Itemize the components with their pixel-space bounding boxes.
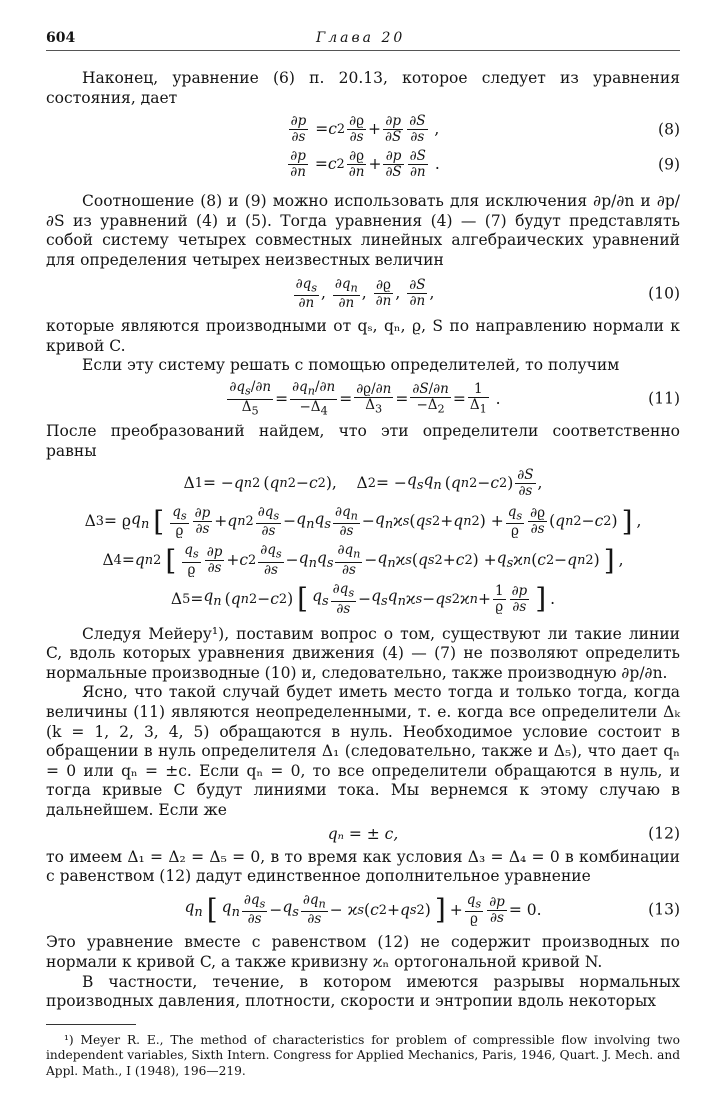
equation-number-12: (12) bbox=[648, 824, 680, 843]
paragraph-6: Следуя Мейеру¹), поставим вопрос о том, существуют ли такие линии C, вдоль которых уравнения движения (4) — (7) не позволяют определить нормальные производные (10) и, следовательно, также производную ∂p/∂n. bbox=[46, 624, 680, 682]
equation-number-8: (8) bbox=[658, 120, 680, 139]
equation-number-13: (13) bbox=[648, 900, 680, 919]
equation-number-10: (10) bbox=[648, 284, 680, 303]
footnote: ¹) Meyer R. E., The method of characteristics for problem of compressible flow involving two independent variables, Sixth Intern. Congress for Applied Mechanics, Paris, 1946, Quart. J. Mech. and Appl. Math., I (1948), 196—219. bbox=[46, 1032, 680, 1078]
paragraph-8: то имеем Δ₁ = Δ₂ = Δ₅ = 0, в то время как условия Δ₃ = Δ₄ = 0 в комбинации с равенством (12) дадут единственное дополнительное уравнение bbox=[46, 847, 680, 886]
equation-10: $\frac{\partial q_s}{\partial n}$ , $\frac{\partial q_n}{\partial n}$ , $\frac{\partial ϱ}{\partial n}$ , $\frac{\partial S}{\partial n}$ , (10) bbox=[295, 275, 680, 312]
determinant-4: Δ 4 = q n 2 [ $\frac{q_s}{ϱ}$ $\frac{\partial p}{\partial s}$ + c 2 $\frac{\partial q_s}{\partial s}$ − $q_nq_s$ $\frac{\partial q_n}{\partial s}$ − $q_n$ ϰ s ( q s 2 + c 2 ) + $q_s$ ϰ n ( c 2 − q n 2 ) ] , bbox=[102, 542, 624, 578]
chapter-title: Глава 20 bbox=[316, 30, 406, 46]
equation-8: $\frac{\partial p}{\partial s}$ = c 2 $\frac{\partial ϱ}{\partial s}$ + $\frac{\partial p}{\partial S}$ $\frac{\partial S}{\partial s}$ , (8) bbox=[290, 113, 680, 146]
determinant-3: Δ 3 = ϱ $q_n$ [ $\frac{q_s}{ϱ}$ $\frac{\partial p}{\partial s}$ + q n 2 $\frac{\partial q_s}{\partial s}$ − $q_nq_s$ $\frac{\partial q_n}{\partial s}$ − $q_n$ ϰ s ( q s 2 + q n 2 ) + $\frac{q_s}{ϱ}$ $\frac{\partial ϱ}{\partial s}$ ( q n 2 − c 2 ) ] , bbox=[84, 503, 642, 540]
paragraph-7: Ясно, что такой случай будет иметь место тогда и только тогда, когда величины (11) являются неопределенными, т. е. когда все определители Δₖ (k = 1, 2, 3, 4, 5) обращаются в нуль. Необходимое условие состоит в обращении в нуль определителя Δ₁ (следовательно, также и Δ₅), что дает qₙ = 0 или qₙ = ±c. Если qₙ = 0, то все определители обращаются в нуль, и тогда кривые C будут линиями тока. Мы вернемся к этому случаю в дальнейшем. Если же bbox=[46, 683, 680, 819]
paragraph-10: В частности, течение, в котором имеются разрывы нормальных производных давления, плотности, скорости и энтропии вдоль некоторых bbox=[46, 972, 680, 1011]
equation-12: qₙ = ± c, (12) bbox=[327, 824, 680, 843]
equation-13: $q_n$ [ $q_n$ $\frac{\partial q_s}{\partial s}$ − $q_s$ $\frac{\partial q_n}{\partial s}$ − ϰ s ( c 2 + q s 2 ) ] + $\frac{q_s}{ϱ}$ $\frac{\partial p}{\partial s}$ = 0. (13) bbox=[184, 891, 680, 928]
paragraph-2: Соотношение (8) и (9) можно использовать для исключения ∂p/∂n и ∂p/∂S из уравнений (4) и (5). Тогда уравнения (4) — (7) будут представлять собой систему четырех совместных линейных алгебраических уравнений для определения четырех неизвестных величин bbox=[46, 192, 680, 269]
running-header bbox=[46, 28, 680, 51]
paragraph-3: которые являются производными от qₛ, qₙ, ϱ, S по направлению нормали к кривой C. bbox=[46, 317, 680, 355]
page bbox=[46, 28, 680, 1079]
equation-9: $\frac{\partial p}{\partial n}$ = c 2 $\frac{\partial ϱ}{\partial n}$ + $\frac{\partial p}{\partial S}$ $\frac{\partial S}{\partial n}$ . (9) bbox=[290, 148, 680, 181]
page-number: 604 bbox=[46, 30, 76, 46]
equation-11: $\frac{\partial q_s/\partial n}{\Delta_5}$ = $\frac{\partial q_n/\partial n}{-\Delta_4}$ = $\frac{\partial ϱ/\partial n}{\Delta_3}$ = $\frac{\partial S/\partial n}{-\Delta_2}$ = $\frac{1}{\Delta_1}$ . (11) bbox=[229, 379, 680, 418]
footnote-rule bbox=[46, 1024, 136, 1025]
determinant-5: Δ 5 = $q_n$ ( q n 2 − c 2 ) [ $q_s$ $\frac{\partial q_s}{\partial s}$ − $q_sq_n$ ϰ s − q s 2 ϰ n + $\frac{1}{ϱ}$ $\frac{\partial p}{\partial s}$ ] . bbox=[170, 580, 556, 617]
paragraph-9: Это уравнение вместе с равенством (12) не содержит производных по нормали к кривой C, а также кривизну ϰₙ ортогональной кривой N. bbox=[46, 933, 680, 972]
paragraph-5: После преобразований найдем, что эти определители соответственно равны bbox=[46, 422, 680, 460]
equation-number-11: (11) bbox=[648, 389, 680, 408]
paragraph-4: Если эту систему решать с помощью определителей, то получим bbox=[82, 356, 620, 375]
equation-number-9: (9) bbox=[658, 155, 680, 174]
paragraph-1: Наконец, уравнение (6) п. 20.13, которое следует из уравнения состояния, дает bbox=[46, 69, 680, 107]
determinant-1-2: Δ 1 = − q n 2 ( q n 2 − c 2 ), Δ 2 = − $q_sq_n$ ( q n 2 − c 2 ) $\frac{\partial S}{\partial s}$ , bbox=[183, 466, 543, 499]
